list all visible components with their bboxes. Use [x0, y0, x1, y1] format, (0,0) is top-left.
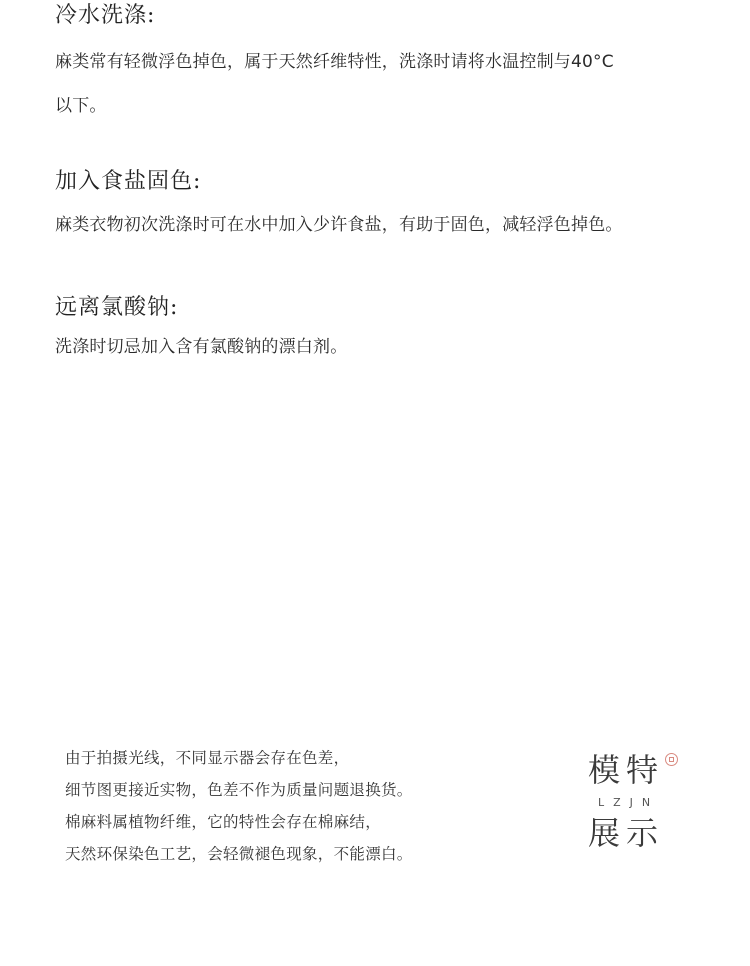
model-display-logo [580, 752, 690, 862]
note-line: 细节图更接近实物，色差不作为质量问题退换货。 [65, 781, 413, 799]
section-title: 冷水洗涤: [55, 3, 156, 28]
logo-line-top: 模特 [588, 751, 665, 789]
note-line: 棉麻料属植物纤维，它的特性会存在棉麻结， [65, 813, 382, 831]
section-title: 加入食盐固色: [55, 169, 202, 194]
salt-fix-color-section [55, 168, 725, 246]
disclaimer-notes [65, 742, 505, 870]
section-title: 远离氯酸钠: [55, 295, 179, 320]
logo-subtext: LZJN [598, 796, 660, 809]
avoid-chlorate-section [55, 294, 725, 368]
seal-icon [665, 753, 678, 766]
wash-cold-section [55, 0, 725, 128]
section-body: 麻类常有轻微浮色掉色，属于天然纤维特性，洗涤时请将水温控制与40°C 以下。 [55, 52, 614, 116]
note-line: 由于拍摄光线，不同显示器会存在色差， [65, 749, 350, 767]
logo-line-bottom: 展示 [588, 814, 665, 852]
section-body: 洗涤时切忌加入含有氯酸钠的漂白剂。 [55, 337, 348, 357]
note-line: 天然环保染色工艺，会轻微褪色现象，不能漂白。 [65, 845, 413, 863]
section-body: 麻类衣物初次洗涤时可在水中加入少许食盐，有助于固色，减轻浮色掉色。 [55, 215, 623, 235]
